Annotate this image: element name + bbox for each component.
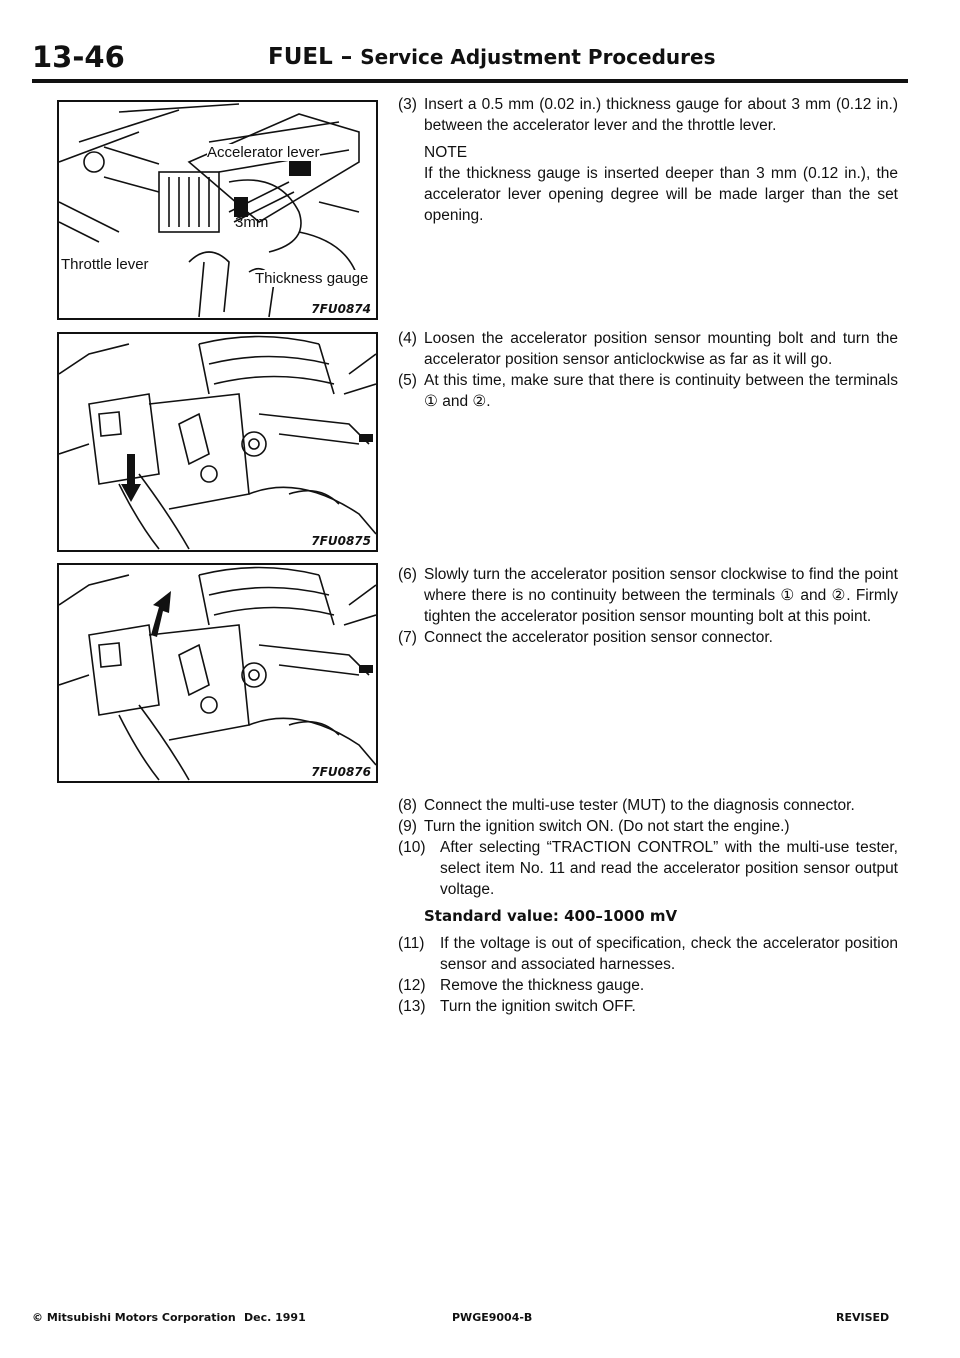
note-text: If the thickness gauge is inserted deeper than 3 mm (0.12 in.), the accelerator lever opening degree will be made larger than the set opening.	[424, 165, 898, 224]
steps-6-7-block	[398, 564, 898, 648]
step-8	[398, 795, 898, 816]
step-number: (11)	[398, 935, 425, 952]
step-13	[398, 996, 898, 1017]
step-3	[398, 94, 898, 136]
note-title: NOTE	[424, 144, 468, 161]
step-3-block	[398, 94, 898, 226]
step-text: Loosen the accelerator position sensor mounting bolt and turn the accelerator position sensor anticlockwise as far as it will go.	[424, 330, 898, 368]
step-text: Turn the ignition switch ON. (Do not start the engine.)	[424, 818, 790, 835]
step-text: After selecting “TRACTION CONTROL” with the multi-use tester, select item No. 11 and read the accelerator position sensor output voltage.	[440, 839, 898, 898]
subsection-title: Service Adjustment Procedures	[360, 45, 716, 69]
page-header	[32, 40, 908, 80]
steps-8-13-block	[398, 795, 898, 1017]
step-text: At this time, make sure that there is continuity between the terminals ① and ②.	[424, 372, 898, 410]
step-number: (12)	[398, 977, 426, 994]
step-7	[398, 627, 898, 648]
header-rule	[32, 79, 908, 83]
figure-sensor-clockwise	[57, 563, 378, 783]
step-text: Connect the accelerator position sensor connector.	[424, 629, 773, 646]
steps-4-5-block	[398, 328, 898, 412]
step-10	[398, 837, 898, 900]
step-number: (3)	[398, 96, 417, 113]
standard-value: Standard value: 400–1000 mV	[424, 907, 678, 925]
step-number: (10)	[398, 839, 426, 856]
step-4	[398, 328, 898, 370]
step-6	[398, 564, 898, 627]
step-number: (6)	[398, 566, 417, 583]
title-dash: –	[332, 44, 361, 70]
footer-date: Dec. 1991	[244, 1311, 306, 1324]
step-number: (4)	[398, 330, 417, 347]
page-title	[268, 44, 715, 70]
label-gap: 3mm	[235, 214, 269, 231]
illustration-accelerator-sensor	[59, 565, 376, 781]
page-number: 13-46	[32, 40, 125, 74]
label-thickness-gauge: Thickness gauge	[255, 270, 369, 287]
figure-code: 7FU0874	[311, 302, 371, 316]
step-text: Slowly turn the accelerator position sensor clockwise to find the point where there is no continuity between the terminals ① and ②. Firmly tighten the accelerator position sensor mounting bolt at this point.	[424, 566, 898, 625]
footer-doc-code: PWGE9004-B	[452, 1311, 533, 1324]
step-number: (5)	[398, 372, 417, 389]
step-number: (7)	[398, 629, 417, 646]
step-number: (13)	[398, 998, 426, 1015]
step-text: If the voltage is out of specification, check the accelerator position sensor and associated harnesses.	[440, 935, 898, 973]
step-12	[398, 975, 898, 996]
figure-code: 7FU0875	[311, 534, 371, 548]
footer-status: REVISED	[836, 1311, 890, 1324]
step-11	[398, 933, 898, 975]
step-text: Turn the ignition switch OFF.	[440, 998, 636, 1015]
section-title: FUEL	[268, 44, 333, 70]
label-accelerator-lever: Accelerator lever	[207, 144, 320, 161]
step-number: (9)	[398, 818, 417, 835]
footer-copyright: © Mitsubishi Motors Corporation	[32, 1311, 236, 1324]
step-9	[398, 816, 898, 837]
step-text: Remove the thickness gauge.	[440, 977, 645, 994]
step-5	[398, 370, 898, 412]
step-text: Insert a 0.5 mm (0.02 in.) thickness gauge for about 3 mm (0.12 in.) between the accelerator lever and the throttle lever.	[424, 96, 898, 134]
figure-code: 7FU0876	[311, 765, 371, 779]
label-throttle-lever: Throttle lever	[61, 256, 149, 273]
step-number: (8)	[398, 797, 417, 814]
figure-sensor-anticlockwise	[57, 332, 378, 552]
illustration-accelerator-sensor	[59, 334, 376, 550]
figure-accelerator-lever	[57, 100, 378, 320]
step-text: Connect the multi-use tester (MUT) to the diagnosis connector.	[424, 797, 855, 814]
